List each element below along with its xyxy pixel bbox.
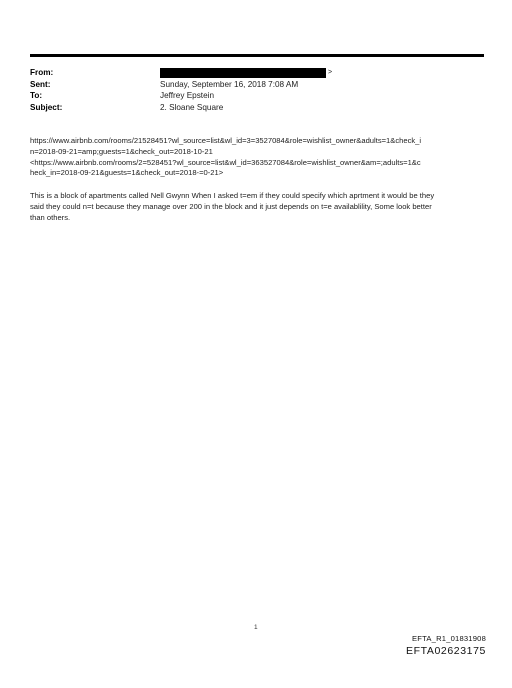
from-label: From:: [30, 68, 54, 77]
message-line: said they could n=t because they manage over 200 in the block and it just depends on t=e availablility, Some look better: [30, 201, 432, 211]
to-label: To:: [30, 91, 43, 101]
sent-row: [30, 79, 484, 91]
message-line: This is a block of apartments called Nell Gwynn When I asked t=em if they could specify which aprtment it would be they: [30, 191, 435, 201]
to-row: [30, 90, 484, 102]
from-row: [30, 67, 484, 79]
bates-number-small: EFTA_R1_01831908: [412, 634, 486, 643]
to-value: Jeffrey Epstein: [160, 91, 215, 101]
redaction-bar: [160, 68, 326, 78]
sent-label: Sent:: [30, 79, 51, 89]
from-tail: >: [328, 69, 333, 77]
sent-value: Sunday, September 16, 2018 7:08 AM: [160, 79, 299, 89]
link-line: n=2018-09-21=amp;guests=1&check_out=2018-10-21: [30, 146, 213, 156]
subject-label: Subject:: [30, 102, 63, 112]
from-value: [160, 67, 332, 79]
subject-row: [30, 102, 484, 114]
subject-value: 2. Sloane Square: [160, 102, 224, 112]
header-divider: [30, 54, 484, 57]
paragraph-gap: [30, 179, 486, 191]
link-line: https://www.airbnb.com/rooms/21528451?wl_source=list&wl_id=3=3527084&role=wishlist_owner&adults=1&check_i: [30, 136, 422, 145]
bates-number-large: EFTA02623175: [406, 645, 486, 657]
email-header: [30, 67, 484, 113]
message-line: than others.: [30, 212, 71, 222]
email-body: [30, 136, 486, 224]
page-number: 1: [254, 624, 258, 631]
link-line: <https://www.airbnb.com/rooms/2=528451?wl_source=list&wl_id=363527084&role=wishlist_owner&am=;adults=1&c: [30, 157, 421, 167]
link-line: heck_in=2018-09-21&guests=1&check_out=2018-=0-21>: [30, 168, 224, 178]
